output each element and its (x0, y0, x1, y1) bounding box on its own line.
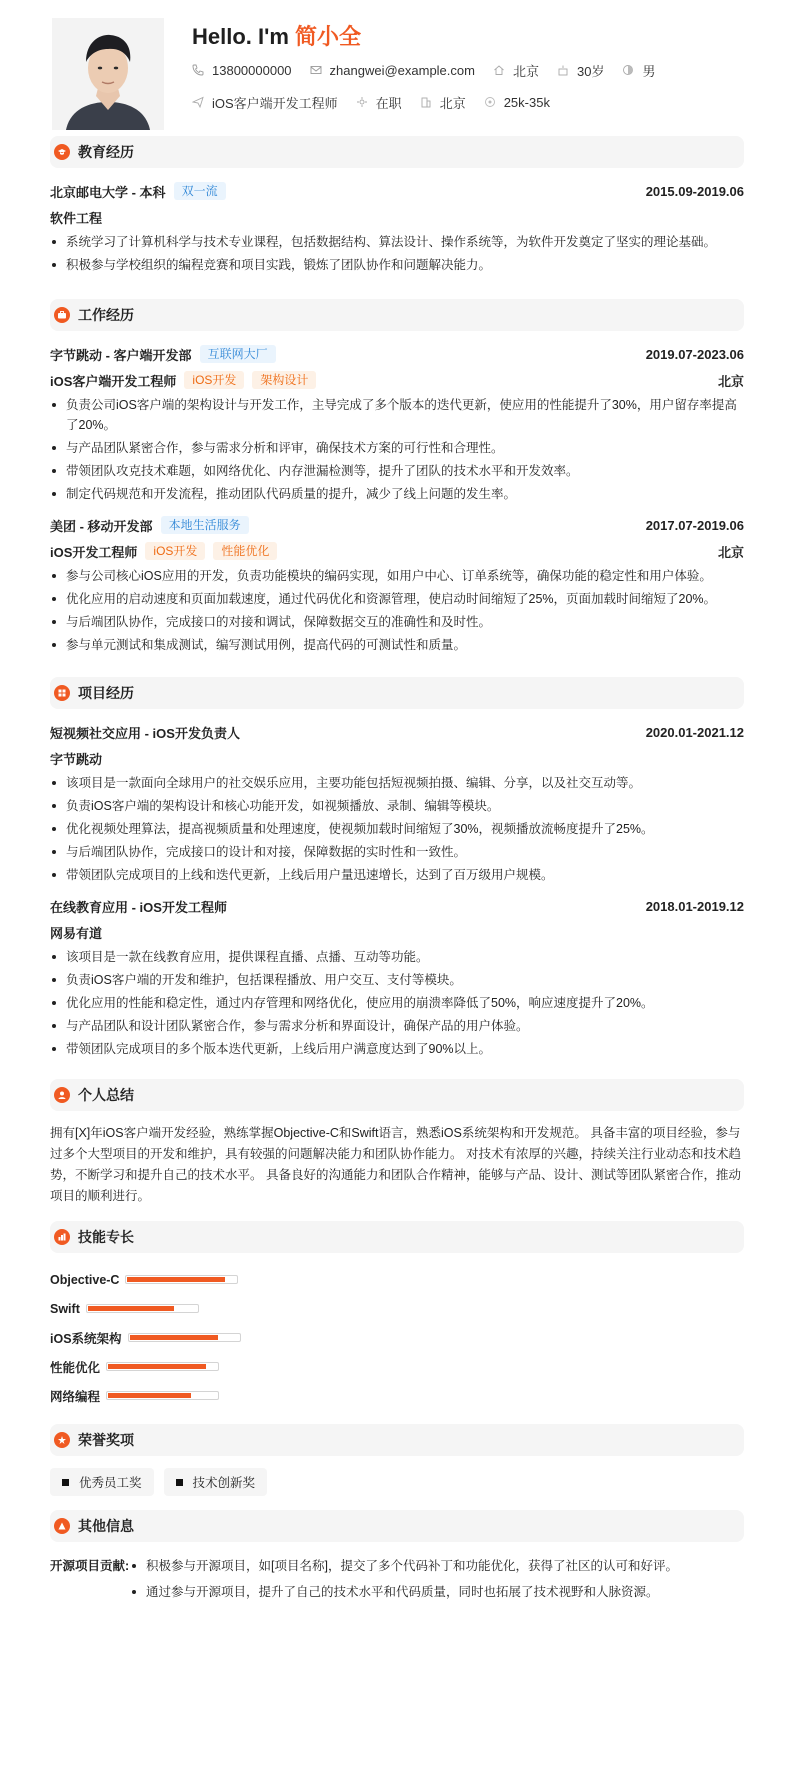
section-header-work (50, 299, 744, 331)
skill-tag: 性能优化 (213, 542, 277, 560)
briefcase-icon (54, 307, 70, 323)
age: 30岁 (576, 63, 605, 79)
skill-bar (125, 1275, 238, 1284)
role: iOS客户端开发工程师 (50, 373, 177, 389)
education-entry (50, 180, 744, 275)
list-item: 带领团队完成项目的多个版本迭代更新，上线后用户满意度达到了90%以上。 (50, 1039, 744, 1059)
phone-item (192, 63, 292, 78)
role-line (50, 369, 744, 391)
skill-bar (106, 1391, 219, 1400)
summary-text: 拥有[X]年iOS客户端开发经验，熟练掌握Objective-C和Swift语言，熟悉iOS系统架构和开发规范。 具备丰富的项目经验，参与过多个大型项目的开发和维护，具有较强的问题解决能力和团队协作能力。 对技术有浓厚的兴趣，持续关注行业动态和技术趋势，不断学习和提升自己的技术水平。 具备良好的沟通能力和团队合作精神，能够与产品、设计、测试等团队紧密合作，推动项目的顺利进行。 (50, 1126, 741, 1203)
square-bullet-icon (62, 1479, 69, 1486)
list-item: 制定代码规范和开发流程，推动团队代码质量的提升，减少了线上问题的发生率。 (50, 484, 744, 504)
award-list (50, 1468, 744, 1496)
contact-row (192, 56, 673, 84)
status: 在职 (375, 95, 402, 111)
awards-section (50, 1424, 744, 1496)
skill-bar-fill (88, 1306, 175, 1311)
project-entry (50, 895, 744, 1059)
work-entry (50, 343, 744, 504)
project-org: 网易有道 (50, 925, 103, 941)
list-item: 该项目是一款面向全球用户的社交娱乐应用，主要功能包括短视频拍摄、编辑、分享，以及社交互动等。 (50, 773, 744, 793)
location: 北京 (717, 544, 744, 560)
work-entry (50, 514, 744, 655)
school-tag: 双一流 (174, 182, 226, 200)
entry-head (50, 895, 744, 917)
company-tag: 互联网大厂 (200, 345, 276, 363)
header-info (192, 18, 673, 130)
award-badge: 技术创新奖 (164, 1468, 268, 1496)
role: iOS开发工程师 (50, 544, 138, 560)
role-line (50, 540, 744, 562)
avatar (52, 18, 164, 130)
other-bullets (130, 1556, 678, 1608)
project-org: 字节跳动 (50, 751, 103, 767)
award-badge: 优秀员工奖 (50, 1468, 154, 1496)
trophy-icon (54, 1432, 70, 1448)
other-section (50, 1510, 744, 1608)
entry-head (50, 721, 744, 743)
job-title: iOS客户端开发工程师 (212, 95, 338, 111)
list-item: 优化视频处理算法，提高视频质量和处理速度，使视频加载时间缩短了30%，视频播放流畅度提升了25%。 (50, 819, 744, 839)
major: 软件工程 (50, 210, 103, 226)
other-label: 开源项目贡献: (50, 1559, 130, 1573)
company-tag: 本地生活服务 (161, 516, 249, 534)
period: 2020.01-2021.12 (645, 724, 744, 740)
age-item (557, 61, 604, 80)
list-item: 带领团队攻克技术难题，如网络优化、内存泄漏检测等，提升了团队的技术水平和开发效率。 (50, 461, 744, 481)
section-header-projects (50, 677, 744, 709)
skill-row (50, 1294, 744, 1323)
list-item: 积极参与开源项目，如[项目名称]，提交了多个代码补丁和功能优化，获得了社区的认可和好评。 (130, 1556, 678, 1576)
skill-bar-fill (108, 1364, 206, 1369)
city-item (420, 93, 466, 112)
info-icon (54, 1518, 70, 1534)
list-item: 与后端团队协作，完成接口的设计和对接，保障数据的实时性和一致性。 (50, 842, 744, 862)
period: 2019.07-2023.06 (645, 346, 744, 362)
section-header-summary (50, 1079, 744, 1111)
project-entry (50, 721, 744, 885)
graduation-cap-icon (54, 144, 70, 160)
school-name: 北京邮电大学 - 本科 (50, 184, 166, 200)
list-item: 该项目是一款在线教育应用，提供课程直播、点播、互动等功能。 (50, 947, 744, 967)
salary: 25k-35k (503, 94, 550, 110)
company-name: 美团 - 移动开发部 (50, 518, 153, 534)
skill-row (50, 1381, 744, 1410)
building-icon (420, 96, 432, 108)
education-bullets (50, 232, 744, 275)
greeting-line (192, 20, 673, 52)
skill-name: 性能优化 (50, 1360, 101, 1375)
portrait-photo (52, 18, 164, 130)
square-bullet-icon (176, 1479, 183, 1486)
skill-tag: iOS开发 (184, 371, 244, 389)
entry-head (50, 514, 744, 536)
status-icon (356, 96, 368, 108)
period: 2017.07-2019.06 (645, 517, 744, 533)
salary-icon (484, 96, 496, 108)
project-bullets (50, 947, 744, 1059)
skill-row (50, 1265, 744, 1294)
gender-icon (622, 64, 634, 76)
send-icon (192, 96, 204, 108)
skill-name: Swift (50, 1301, 80, 1316)
skill-bar-fill (127, 1277, 225, 1282)
entry-head (50, 180, 744, 202)
phone-icon (192, 64, 204, 76)
status-item (356, 93, 402, 112)
list-item: 与后端团队协作，完成接口的对接和调试，保障数据交互的准确性和及时性。 (50, 612, 744, 632)
list-item: 负责iOS客户端的架构设计和核心功能开发，如视频播放、录制、编辑等模块。 (50, 796, 744, 816)
job-row (192, 88, 673, 116)
chart-icon (54, 1229, 70, 1245)
section-header-skills (50, 1221, 744, 1253)
list-item: 带领团队完成项目的上线和迭代更新，上线后用户量迅速增长，达到了百万级用户规模。 (50, 865, 744, 885)
work-bullets (50, 395, 744, 504)
salary-item (484, 95, 550, 110)
city: 北京 (439, 95, 466, 111)
person-icon (54, 1087, 70, 1103)
gender-item (622, 61, 655, 80)
location: 北京 (717, 373, 744, 389)
skill-name: iOS系统架构 (50, 1331, 122, 1346)
greeting: Hello. I'm (192, 24, 289, 49)
section-header-other (50, 1510, 744, 1542)
section-title: 个人总结 (78, 1087, 134, 1103)
work-bullets (50, 566, 744, 655)
skill-row (50, 1352, 744, 1381)
skill-row (50, 1323, 744, 1352)
section-title: 技能专长 (78, 1229, 134, 1245)
section-title: 荣誉奖项 (78, 1432, 134, 1448)
list-item: 积极参与学校组织的编程竞赛和项目实践，锻炼了团队协作和问题解决能力。 (50, 255, 744, 275)
age-icon (557, 64, 569, 76)
grid-icon (54, 685, 70, 701)
section-title: 项目经历 (78, 685, 134, 701)
skill-name: 网络编程 (50, 1389, 101, 1404)
list-item: 负责公司iOS客户端的架构设计与开发工作，主导完成了多个版本的迭代更新，使应用的性能提升了30%，用户留存率提高了20%。 (50, 395, 744, 435)
section-title: 工作经历 (78, 307, 134, 323)
gender: 男 (642, 63, 656, 79)
projects-section (50, 677, 744, 1059)
list-item: 优化应用的启动速度和页面加载速度，通过代码优化和资源管理，使启动时间缩短了25%，页面加载时间缩短了20%。 (50, 589, 744, 609)
skills-section (50, 1221, 744, 1410)
candidate-name: 简小全 (295, 24, 362, 49)
project-name: 短视频社交应用 - iOS开发负责人 (50, 725, 240, 741)
skill-bar (106, 1362, 219, 1371)
skill-name: Objective-C (50, 1272, 120, 1287)
list-item: 通过参与开源项目，提升了自己的技术水平和代码质量，同时也拓展了技术视野和人脉资源。 (130, 1582, 678, 1602)
company-name: 字节跳动 - 客户端开发部 (50, 347, 192, 363)
list-item: 参与公司核心iOS应用的开发，负责功能模块的编码实现，如用户中心、订单系统等，确保功能的稳定性和用户体验。 (50, 566, 744, 586)
hometown: 北京 (512, 63, 539, 79)
skill-list (50, 1265, 744, 1410)
email: zhangwei@example.com (329, 62, 475, 78)
skill-tag: iOS开发 (145, 542, 205, 560)
project-bullets (50, 773, 744, 885)
list-item: 参与单元测试和集成测试，编写测试用例，提高代码的可测试性和质量。 (50, 635, 744, 655)
section-header-education (50, 136, 744, 168)
skill-bar (86, 1304, 199, 1313)
list-item: 优化应用的性能和稳定性，通过内存管理和网络优化，使应用的崩溃率降低了50%，响应速度提升了20%。 (50, 993, 744, 1013)
hometown-item (493, 61, 539, 80)
skill-bar-fill (108, 1393, 191, 1398)
period: 2018.01-2019.12 (645, 898, 744, 914)
project-name: 在线教育应用 - iOS开发工程师 (50, 899, 227, 915)
summary-section (50, 1079, 744, 1207)
work-section (50, 299, 744, 655)
list-item: 与产品团队紧密合作，参与需求分析和评审，确保技术方案的可行性和合理性。 (50, 438, 744, 458)
job-title-item (192, 93, 338, 112)
email-item (310, 63, 475, 78)
list-item: 系统学习了计算机科学与技术专业课程，包括数据结构、算法设计、操作系统等，为软件开发奠定了坚实的理论基础。 (50, 232, 744, 252)
list-item: 与产品团队和设计团队紧密合作，参与需求分析和界面设计，确保产品的用户体验。 (50, 1016, 744, 1036)
phone: 13800000000 (212, 62, 292, 78)
resume-header (50, 0, 744, 130)
skill-bar (128, 1333, 241, 1342)
skill-tag: 架构设计 (252, 371, 316, 389)
section-title: 其他信息 (78, 1518, 134, 1534)
section-header-awards (50, 1424, 744, 1456)
list-item: 负责iOS客户端的开发和维护，包括课程播放、用户交互、支付等模块。 (50, 970, 744, 990)
period: 2015.09-2019.06 (645, 183, 744, 199)
section-title: 教育经历 (78, 144, 134, 160)
other-info (50, 1556, 744, 1608)
entry-head (50, 343, 744, 365)
education-section (50, 136, 744, 275)
skill-bar-fill (130, 1335, 219, 1340)
home-icon (493, 64, 505, 76)
mail-icon (310, 64, 322, 76)
